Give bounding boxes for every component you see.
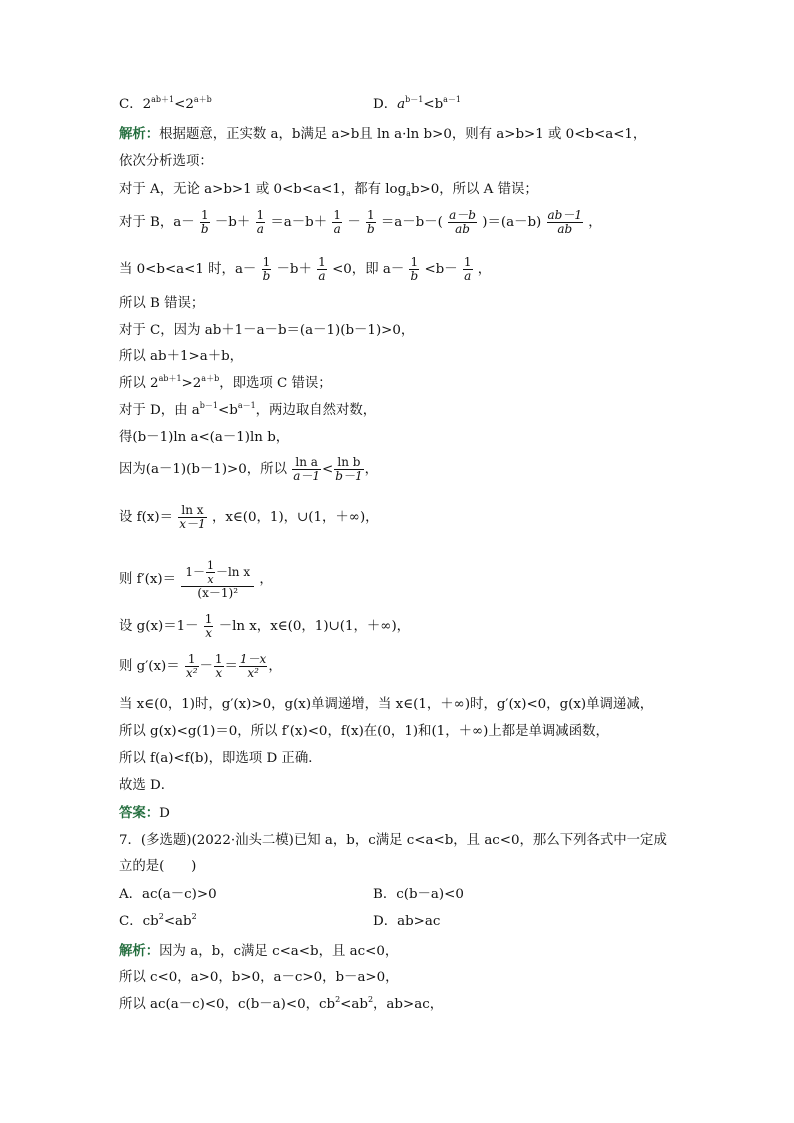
exponent: b－1 — [199, 401, 219, 410]
analysis-line-15 — [119, 612, 410, 642]
numerator: 1 — [333, 208, 342, 222]
option-d-text: D． — [373, 97, 398, 112]
option-c — [119, 96, 212, 114]
numerator: 1 — [463, 255, 472, 269]
text: 当 x∈(0，1)时，g′(x)>0，g(x)单调递增，当 x∈(1，＋∞)时，g′(x)<0，g(x)单调递减， — [119, 697, 654, 712]
text: 故选 D． — [119, 778, 175, 793]
text: <ab — [163, 914, 192, 929]
denominator: b－1 — [335, 469, 363, 483]
analysis-line-17 — [119, 696, 653, 714]
text: C．cb — [119, 914, 159, 929]
text: >2 — [181, 376, 202, 391]
exponent: a－1 — [237, 401, 256, 410]
fraction — [239, 653, 267, 680]
fraction — [334, 456, 363, 483]
numerator: 1 — [262, 255, 271, 269]
text: 所以 ac(a－c)<0，c(b－a)<0，cb — [119, 997, 336, 1012]
denominator: x² — [247, 666, 259, 680]
answer-label: 答案： — [119, 805, 160, 821]
fraction — [366, 209, 376, 236]
question-7-line-1 — [119, 832, 667, 850]
question-7-option-c — [119, 913, 197, 931]
fraction — [292, 456, 321, 483]
q7-analysis-line-1 — [119, 942, 398, 961]
exponent: ab＋1 — [151, 95, 175, 104]
text: 所以 f(a)<f(b)，即选项 D 正确． — [119, 751, 322, 766]
fraction — [547, 209, 583, 236]
text: 所以 c<0，a>0，b>0，a－c>0，b－a>0， — [119, 970, 399, 985]
text: )＝(a－b) — [482, 215, 542, 230]
denominator: (x－1)² — [197, 586, 238, 600]
numerator: a－b — [449, 208, 476, 222]
fraction — [206, 559, 215, 586]
analysis-line-16 — [119, 652, 282, 682]
analysis-line-8 — [119, 348, 243, 366]
numerator: 1 — [204, 612, 213, 626]
fraction — [317, 256, 327, 283]
exponent: 2 — [335, 995, 341, 1004]
text: 依次分析选项： — [119, 154, 213, 169]
answer-line — [119, 804, 170, 823]
text: ，即选项 C 错误； — [219, 376, 332, 391]
analysis-line-18 — [119, 723, 609, 741]
q7-analysis-line-2 — [119, 969, 399, 987]
denominator: a－1 — [293, 469, 321, 483]
denominator: a — [318, 269, 326, 283]
text: <b－ — [424, 262, 458, 277]
numerator: 1 — [200, 208, 209, 222]
text: 所以 g(x)<g(1)＝0，所以 f′(x)<0，f(x)在(0，1)和(1，＋∞)上都是单调减函数， — [119, 724, 609, 739]
analysis-line-13 — [119, 503, 379, 533]
text: <b — [218, 403, 238, 418]
text: 对于 C，因为 ab＋1－a－b＝(a－1)(b－1)>0， — [119, 323, 415, 338]
numerator: ln b — [334, 456, 363, 470]
fraction — [256, 209, 266, 236]
option-d — [373, 96, 461, 114]
numerator — [181, 559, 254, 587]
analysis-line-9 — [119, 375, 332, 393]
text: 对于 B，a－ — [119, 215, 195, 230]
text: －b＋ — [214, 215, 251, 230]
analysis-line-6 — [119, 295, 204, 313]
analysis-line-4 — [119, 208, 602, 238]
denominator: b — [366, 222, 375, 236]
numerator: 1 — [410, 255, 419, 269]
exponent: a－1 — [443, 95, 461, 104]
text: ，x∈(0，1)，∪(1，＋∞)， — [211, 510, 379, 525]
fraction — [448, 209, 477, 236]
option-c-mid: <2 — [174, 97, 194, 112]
option-d-mid: <b — [423, 97, 444, 112]
text: － — [199, 659, 213, 674]
text: A．ac(a－c)>0 — [119, 887, 217, 902]
numerator: 1 — [214, 652, 223, 666]
exponent: ab＋1 — [158, 374, 182, 383]
q7-analysis-line-3 — [119, 996, 443, 1014]
numerator: 1 — [256, 208, 265, 222]
analysis-line-1 — [119, 125, 646, 144]
denominator: x — [205, 626, 212, 640]
analysis-label: 解析： — [119, 943, 160, 959]
text: D．ab>ac — [373, 914, 441, 929]
exponent: a＋b — [201, 374, 220, 383]
text: －b＋ — [276, 262, 312, 277]
analysis-line-12 — [119, 455, 378, 485]
fraction — [332, 209, 342, 236]
question-7-line-2 — [119, 858, 196, 876]
analysis-line-2 — [119, 153, 213, 171]
text: 当 0<b<a<1 时，a－ — [119, 262, 257, 277]
numerator: ln x — [178, 504, 206, 518]
text: B．c(b－a)<0 — [373, 887, 464, 902]
fraction — [178, 504, 206, 531]
log-base: a — [406, 189, 411, 198]
numerator: 1 — [318, 255, 326, 269]
text: －ln x — [215, 565, 251, 579]
analysis-label: 解析： — [119, 126, 160, 142]
denominator: x — [207, 573, 214, 586]
denominator: ab — [557, 222, 573, 236]
text: 所以 B 错误； — [119, 296, 205, 311]
exponent: a＋b — [193, 95, 212, 104]
denominator: a — [333, 222, 341, 236]
analysis-line-10 — [119, 402, 376, 420]
fraction — [185, 653, 199, 680]
exponent: 2 — [367, 995, 374, 1004]
text: 因为(a－1)(b－1)>0，所以 — [119, 462, 287, 477]
text: 对于 D，由 a — [119, 403, 200, 418]
denominator: x－1 — [179, 517, 206, 531]
question-7-option-a — [119, 886, 217, 904]
text: ，ab>ac， — [373, 997, 444, 1012]
numerator: 1 — [366, 208, 375, 222]
answer-value: D — [159, 806, 170, 821]
fraction — [181, 559, 254, 600]
text: 7．(多选题)(2022·汕头二模)已知 a，b，c满足 c<a<b，且 ac<0，那么下列各式中一定成 — [119, 833, 667, 848]
denominator: ab — [455, 222, 470, 236]
text: ， — [588, 215, 602, 230]
analysis-line-11 — [119, 429, 289, 447]
denominator: b — [262, 269, 271, 283]
text: < — [322, 462, 334, 477]
fraction — [204, 613, 214, 640]
text: ， — [477, 262, 492, 277]
text: 则 f′(x)＝ — [119, 572, 177, 587]
numerator: 1－x — [239, 652, 267, 666]
fraction — [409, 256, 419, 283]
option-c-text: C．2 — [119, 97, 152, 112]
text: 对于 A，无论 a>b>1 或 0<b<a<1，都有 log — [119, 182, 407, 197]
analysis-line-14 — [119, 555, 273, 605]
text: 则 g′(x)＝ — [119, 659, 180, 674]
text: 所以 ab＋1>a＋b， — [119, 349, 244, 364]
text: － — [347, 215, 361, 230]
denominator: x — [215, 666, 223, 680]
analysis-line-19 — [119, 750, 322, 768]
analysis-line-7 — [119, 322, 414, 340]
analysis-line-3 — [119, 181, 538, 199]
text: 所以 2 — [119, 376, 159, 391]
exponent: 2 — [191, 912, 197, 921]
question-7-option-b — [373, 886, 464, 904]
text: 设 g(x)＝1－ — [119, 619, 199, 634]
denominator: a — [256, 222, 264, 236]
text: ， — [268, 659, 282, 674]
fraction — [262, 256, 272, 283]
text: －ln x，x∈(0，1)∪(1，＋∞)， — [218, 619, 411, 634]
denominator: b — [200, 222, 209, 236]
text: ， — [259, 572, 273, 587]
analysis-line-5 — [119, 255, 491, 285]
text: ＝a－b－( — [380, 215, 443, 230]
text: 因为 a，b，c满足 c<a<b，且 ac<0， — [159, 944, 399, 959]
exponent: 2 — [158, 912, 164, 921]
text: ＝ — [224, 659, 238, 674]
numerator: 1 — [206, 559, 214, 572]
analysis-line-20 — [119, 777, 174, 795]
numerator: ab－1 — [547, 208, 583, 222]
denominator: a — [464, 269, 472, 283]
text: ＝a－b＋ — [270, 215, 328, 230]
fraction — [214, 653, 224, 680]
denominator: b — [410, 269, 419, 283]
text: <ab — [340, 997, 368, 1012]
fraction — [463, 256, 473, 283]
text: 立的是( ) — [119, 859, 197, 874]
numerator: 1 — [185, 653, 199, 667]
question-7-option-d — [373, 913, 440, 931]
numerator: ln a — [292, 456, 321, 470]
text: <0，即 a－ — [332, 262, 405, 277]
option-d-base: a — [397, 97, 406, 112]
text: 得(b－1)ln a<(a－1)ln b， — [119, 430, 290, 445]
text: ， — [364, 462, 378, 477]
text: ，两边取自然对数， — [255, 403, 377, 418]
text: 1－ — [185, 565, 205, 579]
text: 设 f(x)＝ — [119, 510, 173, 525]
exponent: b－1 — [405, 95, 424, 104]
analysis-text: 根据题意，正实数 a，b满足 a>b且 ln a·ln b>0，则有 a>b>1 或 0<b<a<1， — [159, 127, 647, 142]
text: b>0，所以 A 错误； — [410, 182, 538, 197]
fraction — [200, 209, 210, 236]
denominator: x² — [185, 666, 198, 680]
